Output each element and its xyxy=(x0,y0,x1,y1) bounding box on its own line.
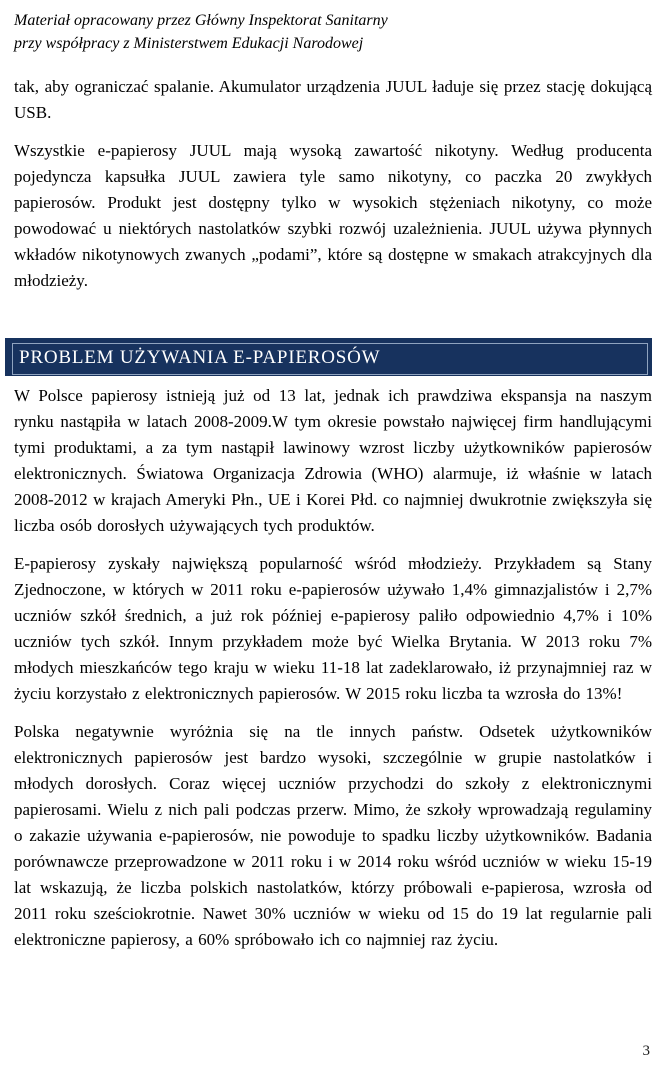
document-header xyxy=(14,9,652,55)
paragraph-youth-popularity: E-papierosy zyskały największą popularność wśród młodzieży. Przykładem są Stany Zjednoczone, w których w 2011 roku e-papierosów używało 1,4% gimnazjalistów i 2,7% uczniów szkół średnich, a już rok później e-papierosy paliło odpowiednio 4,7% i 10% uczniów tych szkół. Innym przykładem może być Wielka Brytania. W 2013 roku 7% młodych mieszkańców tego kraju w wieku 11-18 lat zadeklarowało, iż przynajmniej raz w życiu korzystało z elektronicznych papierosów. W 2015 roku liczba ta wzrosła do 13%! xyxy=(14,554,652,703)
paragraph-juul-nicotine: Wszystkie e-papierosy JUUL mają wysoką zawartość nikotyny. Według producenta pojedyncza kapsułka JUUL zawiera tyle samo nikotyny, co paczka 20 zwykłych papierosów. Produkt jest dostępny tylko w wysokich stężeniach nikotyny, co może powodować u niektórych nastolatków szybki rozwój uzależnienia. JUUL używa płynnych wkładów nikotynowych zwanych „podami”, które są dostępne w smakach atrakcyjnych dla młodzieży. xyxy=(14,141,652,290)
paragraph-juul-battery: tak, aby ograniczać spalanie. Akumulator urządzenia JUUL ładuje się przez stację dokującą USB. xyxy=(14,77,652,122)
paragraph-poland-market: W Polsce papierosy istnieją już od 13 lat, jednak ich prawdziwa ekspansja na naszym rynku nastąpiła w latach 2008-2009.W tym okresie powstało najwięcej firm handlującymi tymi produktami, a za tym nastąpił lawinowy wzrost liczby użytkowników papierosów elektronicznych. Światowa Organizacja Zdrowia (WHO) alarmuje, iż właśnie w latach 2008-2012 w krajach Ameryki Płn., UE i Korei Płd. co najmniej dwukrotnie zwiększyła się liczba osób dorosłych używających tych produktów. xyxy=(14,386,652,535)
header-line-1: Materiał opracowany przez Główny Inspektorat Sanitarny xyxy=(14,12,388,29)
section-heading-title: PROBLEM UŻYWANIA E-PAPIEROSÓW xyxy=(12,343,648,375)
page-number: 3 xyxy=(642,1043,650,1059)
header-line-2: przy współpracy z Ministerstwem Edukacji Narodowej xyxy=(14,35,364,52)
paragraph-poland-statistics: Polska negatywnie wyróżnia się na tle innych państw. Odsetek użytkowników elektronicznych papierosów jest bardzo wysoki, szczególnie w grupie nastolatków i młodych dorosłych. Coraz więcej uczniów przychodzi do szkoły z elektronicznymi papierosami. Wielu z nich pali podczas przerw. Mimo, że szkoły wprowadzają regulaminy o zakazie używania e-papierosów, nie powoduje to spadku liczby użytkowników. Badania porównawcze przeprowadzone w 2011 roku i w 2014 roku wśród uczniów w wieku 15-19 lat wskazują, że liczba polskich nastolatków, którzy próbowali e-papierosa, wzrosła od 2011 roku sześciokrotnie. Nawet 30% uczniów w wieku od 15 do 19 lat regularnie pali elektroniczne papierosy, a 60% spróbowało ich co najmniej raz życiu. xyxy=(14,722,652,949)
section-heading-bar xyxy=(5,338,652,376)
